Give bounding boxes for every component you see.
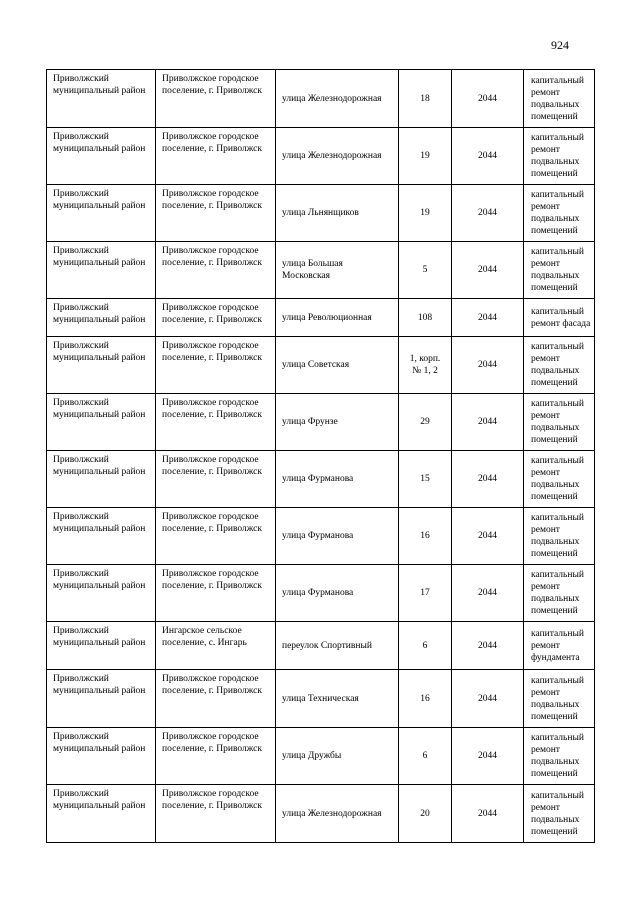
- year-cell: 2044: [452, 508, 524, 565]
- district-cell: Приволжский муниципальный район: [47, 508, 156, 565]
- table-row: [47, 728, 595, 785]
- year-cell: 2044: [452, 728, 524, 785]
- settlement-cell: Приволжское городское поселение, г. Приволжск: [156, 70, 276, 128]
- house-number-cell: 18: [399, 70, 452, 128]
- street-cell: улица Советская: [276, 337, 399, 394]
- year-cell: 2044: [452, 565, 524, 622]
- street-cell: улица Льнянщиков: [276, 185, 399, 242]
- house-number-cell: 19: [399, 128, 452, 185]
- district-cell: Приволжский муниципальный район: [47, 394, 156, 451]
- work-type-cell: капитальный ремонт подвальных помещений: [524, 670, 595, 728]
- settlement-cell: Ингарское сельское поселение, с. Ингарь: [156, 622, 276, 670]
- district-cell: Приволжский муниципальный район: [47, 70, 156, 128]
- year-cell: 2044: [452, 785, 524, 843]
- table-row: [47, 394, 595, 451]
- house-number-cell: 17: [399, 565, 452, 622]
- table-row: [47, 299, 595, 337]
- year-cell: 2044: [452, 451, 524, 508]
- year-cell: 2044: [452, 299, 524, 337]
- settlement-cell: Приволжское городское поселение, г. Приволжск: [156, 451, 276, 508]
- work-type-cell: капитальный ремонт фасада: [524, 299, 595, 337]
- district-cell: Приволжский муниципальный район: [47, 728, 156, 785]
- settlement-cell: Приволжское городское поселение, г. Приволжск: [156, 299, 276, 337]
- district-cell: Приволжский муниципальный район: [47, 622, 156, 670]
- work-type-cell: капитальный ремонт подвальных помещений: [524, 451, 595, 508]
- house-number-cell: 108: [399, 299, 452, 337]
- table-row: [47, 242, 595, 299]
- district-cell: Приволжский муниципальный район: [47, 185, 156, 242]
- settlement-cell: Приволжское городское поселение, г. Приволжск: [156, 565, 276, 622]
- work-type-cell: капитальный ремонт подвальных помещений: [524, 508, 595, 565]
- settlement-cell: Приволжское городское поселение, г. Приволжск: [156, 185, 276, 242]
- repair-registry-table: [46, 69, 595, 843]
- year-cell: 2044: [452, 394, 524, 451]
- settlement-cell: Приволжское городское поселение, г. Приволжск: [156, 242, 276, 299]
- district-cell: Приволжский муниципальный район: [47, 299, 156, 337]
- district-cell: Приволжский муниципальный район: [47, 785, 156, 843]
- year-cell: 2044: [452, 242, 524, 299]
- table-row: [47, 70, 595, 128]
- street-cell: улица Фурманова: [276, 565, 399, 622]
- work-type-cell: капитальный ремонт подвальных помещений: [524, 565, 595, 622]
- table-row: [47, 128, 595, 185]
- settlement-cell: Приволжское городское поселение, г. Приволжск: [156, 128, 276, 185]
- work-type-cell: капитальный ремонт фундамента: [524, 622, 595, 670]
- table-row: [47, 565, 595, 622]
- table-row: [47, 785, 595, 843]
- street-cell: улица Дружбы: [276, 728, 399, 785]
- table-row: [47, 622, 595, 670]
- street-cell: улица Фурманова: [276, 508, 399, 565]
- work-type-cell: капитальный ремонт подвальных помещений: [524, 394, 595, 451]
- district-cell: Приволжский муниципальный район: [47, 565, 156, 622]
- street-cell: улица Железнодорожная: [276, 128, 399, 185]
- house-number-cell: 16: [399, 508, 452, 565]
- year-cell: 2044: [452, 185, 524, 242]
- district-cell: Приволжский муниципальный район: [47, 337, 156, 394]
- street-cell: улица Фурманова: [276, 451, 399, 508]
- house-number-cell: 19: [399, 185, 452, 242]
- work-type-cell: капитальный ремонт подвальных помещений: [524, 128, 595, 185]
- house-number-cell: 29: [399, 394, 452, 451]
- year-cell: 2044: [452, 128, 524, 185]
- work-type-cell: капитальный ремонт подвальных помещений: [524, 70, 595, 128]
- table-row: [47, 451, 595, 508]
- year-cell: 2044: [452, 337, 524, 394]
- settlement-cell: Приволжское городское поселение, г. Приволжск: [156, 785, 276, 843]
- street-cell: улица Железнодорожная: [276, 70, 399, 128]
- district-cell: Приволжский муниципальный район: [47, 128, 156, 185]
- street-cell: улица Революционная: [276, 299, 399, 337]
- settlement-cell: Приволжское городское поселение, г. Приволжск: [156, 337, 276, 394]
- work-type-cell: капитальный ремонт подвальных помещений: [524, 785, 595, 843]
- street-cell: улица Большая Московская: [276, 242, 399, 299]
- work-type-cell: капитальный ремонт подвальных помещений: [524, 728, 595, 785]
- table-row: [47, 185, 595, 242]
- house-number-cell: 1, корп. № 1, 2: [399, 337, 452, 394]
- house-number-cell: 16: [399, 670, 452, 728]
- table-row: [47, 508, 595, 565]
- settlement-cell: Приволжское городское поселение, г. Приволжск: [156, 728, 276, 785]
- street-cell: улица Железнодорожная: [276, 785, 399, 843]
- year-cell: 2044: [452, 670, 524, 728]
- page-number: 924: [551, 38, 569, 52]
- work-type-cell: капитальный ремонт подвальных помещений: [524, 185, 595, 242]
- district-cell: Приволжский муниципальный район: [47, 670, 156, 728]
- house-number-cell: 5: [399, 242, 452, 299]
- house-number-cell: 6: [399, 622, 452, 670]
- district-cell: Приволжский муниципальный район: [47, 242, 156, 299]
- settlement-cell: Приволжское городское поселение, г. Приволжск: [156, 508, 276, 565]
- year-cell: 2044: [452, 622, 524, 670]
- street-cell: улица Техническая: [276, 670, 399, 728]
- house-number-cell: 15: [399, 451, 452, 508]
- street-cell: улица Фрунзе: [276, 394, 399, 451]
- street-cell: переулок Спортивный: [276, 622, 399, 670]
- year-cell: 2044: [452, 70, 524, 128]
- house-number-cell: 6: [399, 728, 452, 785]
- settlement-cell: Приволжское городское поселение, г. Приволжск: [156, 394, 276, 451]
- house-number-cell: 20: [399, 785, 452, 843]
- work-type-cell: капитальный ремонт подвальных помещений: [524, 337, 595, 394]
- work-type-cell: капитальный ремонт подвальных помещений: [524, 242, 595, 299]
- district-cell: Приволжский муниципальный район: [47, 451, 156, 508]
- table-row: [47, 670, 595, 728]
- table-row: [47, 337, 595, 394]
- settlement-cell: Приволжское городское поселение, г. Приволжск: [156, 670, 276, 728]
